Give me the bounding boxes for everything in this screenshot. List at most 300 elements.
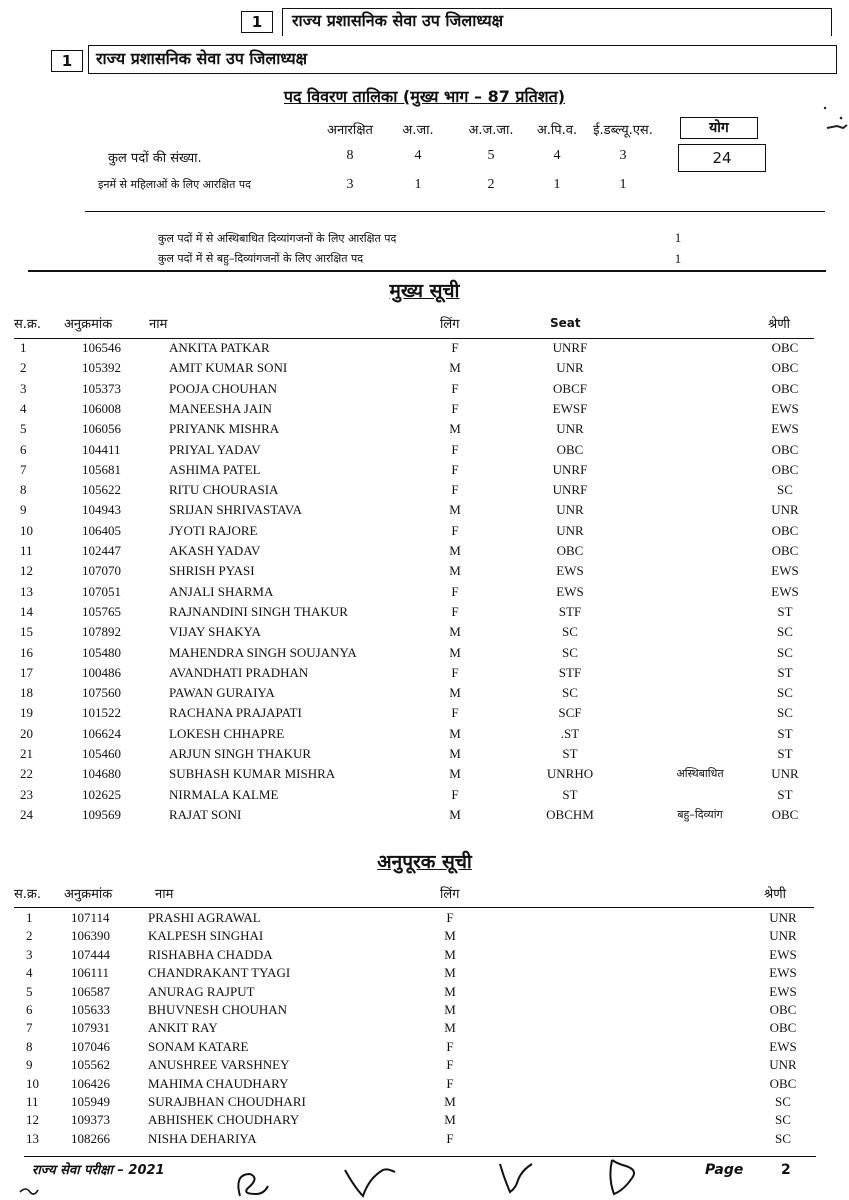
summary-row-label: कुल पदों की संख्या. — [108, 151, 202, 166]
cell-seat: SC — [562, 644, 578, 660]
footer-exam: राज्य सेवा परीक्षा – 2021 — [32, 1163, 165, 1178]
signature-2 — [345, 1169, 395, 1196]
table-row — [0, 340, 849, 360]
cell-name: ANUSHREE VARSHNEY — [148, 1057, 290, 1073]
cell-name: SHRISH PYASI — [169, 563, 255, 579]
table-row — [0, 360, 849, 380]
supp-list-heading: अनुपूरक सूची — [377, 851, 472, 873]
footer-page-label: Page — [705, 1162, 744, 1178]
footer-page-number: 2 — [781, 1162, 791, 1178]
table-row — [0, 604, 849, 624]
cell-name: PRIYAL YADAV — [169, 441, 261, 457]
cell-note: अस्थिबाधित — [676, 767, 724, 781]
cell-category: EWS — [769, 1038, 797, 1054]
cell-gender: F — [451, 603, 459, 619]
cell-sno: 2 — [26, 928, 33, 944]
cell-category: EWS — [769, 983, 797, 999]
cell-category: OBC — [771, 441, 799, 457]
cell-gender: M — [449, 806, 461, 822]
col-header-sno: स.क्र. — [14, 317, 42, 332]
cell-sno: 14 — [20, 603, 33, 619]
cell-roll: 104411 — [82, 441, 121, 457]
cell-roll: 107444 — [71, 946, 110, 962]
cell-seat: STF — [558, 664, 582, 680]
cell-roll: 104943 — [82, 502, 121, 518]
summary-cell: 8 — [346, 148, 354, 163]
cell-seat: SC — [562, 685, 578, 701]
table-row — [0, 543, 849, 563]
cell-gender: M — [444, 1112, 456, 1128]
table-row — [0, 442, 849, 462]
cell-category: SC — [777, 624, 793, 640]
signature-4 — [610, 1160, 634, 1194]
col-header-category: श्रेणी — [764, 887, 786, 902]
summary-column-header: ई.डब्ल्यू.एस. — [593, 123, 653, 138]
table-row — [0, 645, 849, 665]
cell-name: PRASHI AGRAWAL — [148, 910, 261, 925]
disability-value: 1 — [674, 251, 682, 266]
cell-category: UNR — [771, 502, 799, 518]
cell-seat: UNR — [556, 360, 584, 376]
cell-category: OBC — [771, 380, 799, 396]
cell-sno: 6 — [20, 441, 27, 457]
cell-name: RISHABHA CHADDA — [148, 946, 273, 962]
cell-category: OBC — [771, 543, 799, 558]
cell-seat: UNR — [556, 502, 584, 518]
col-header-roll: अनुक्रमांक — [64, 887, 113, 902]
cell-seat: UNRF — [552, 340, 588, 355]
cell-category: SC — [775, 1130, 791, 1146]
table-row — [0, 787, 849, 807]
cell-gender: F — [451, 441, 459, 457]
cell-sno: 7 — [26, 1020, 33, 1036]
cell-gender: M — [444, 928, 456, 944]
cell-name: ABHISHEK CHOUDHARY — [148, 1112, 300, 1128]
cell-seat: UNRF — [552, 461, 588, 477]
cell-category: EWS — [771, 421, 799, 437]
cell-roll: 106624 — [82, 725, 121, 741]
cell-roll: 105765 — [82, 603, 121, 619]
cell-gender: F — [451, 461, 459, 477]
cell-sno: 19 — [20, 705, 33, 721]
cell-seat: ST — [562, 786, 578, 802]
cell-category: OBC — [771, 806, 799, 822]
cell-sno: 8 — [20, 482, 27, 498]
table-row — [0, 766, 849, 786]
table-row — [0, 1002, 849, 1022]
cell-gender: F — [446, 1075, 454, 1091]
cell-gender: F — [446, 910, 454, 925]
cell-roll: 105480 — [82, 644, 121, 660]
cell-roll: 107892 — [82, 624, 121, 640]
cell-roll: 105681 — [82, 461, 121, 477]
cell-name: MAHENDRA SINGH SOUJANYA — [169, 644, 357, 660]
table-row — [0, 807, 849, 827]
cell-name: JYOTI RAJORE — [169, 522, 258, 538]
cell-roll: 105562 — [71, 1057, 110, 1073]
signatures — [0, 1150, 849, 1200]
table-row — [0, 523, 849, 543]
cell-roll: 107070 — [82, 563, 121, 579]
cell-sno: 11 — [20, 543, 33, 558]
signature-3 — [500, 1164, 532, 1192]
summary-bottom-rule — [28, 270, 826, 272]
cell-gender: M — [449, 543, 461, 558]
cell-name: VIJAY SHAKYA — [169, 624, 261, 640]
disability-label: कुल पदों में से बहु–दिव्यांगजनों के लिए आरक्षित पद — [158, 252, 364, 265]
cell-roll: 106587 — [71, 983, 110, 999]
cell-sno: 12 — [26, 1112, 39, 1128]
cell-category: OBC — [771, 360, 799, 376]
cell-roll: 102447 — [82, 543, 121, 558]
cell-name: LOKESH CHHAPRE — [169, 725, 285, 741]
summary-cell: 1 — [619, 177, 627, 192]
table-row — [0, 1057, 849, 1077]
cell-sno: 7 — [20, 461, 27, 477]
table-row — [0, 984, 849, 1004]
cell-gender: F — [446, 1038, 454, 1054]
table-row — [0, 746, 849, 766]
cell-gender: F — [451, 705, 459, 721]
cell-category: UNR — [769, 910, 797, 925]
cell-sno: 10 — [26, 1075, 39, 1091]
cell-name: SONAM KATARE — [148, 1038, 249, 1054]
cell-category: SC — [777, 685, 793, 701]
summary-column-header: अ.जा. — [402, 123, 434, 138]
cell-name: RAJAT SONI — [169, 806, 242, 822]
cell-category: EWS — [771, 400, 799, 416]
table-row — [0, 665, 849, 685]
cell-category: SC — [775, 1094, 791, 1109]
cell-seat: OBCHM — [546, 806, 594, 822]
cell-category: OBC — [771, 461, 799, 477]
cell-gender: M — [449, 360, 461, 376]
cell-category: UNR — [771, 766, 799, 782]
cell-gender: M — [449, 766, 461, 782]
cell-sno: 3 — [20, 380, 27, 396]
cell-sno: 12 — [20, 563, 33, 579]
cell-roll: 106056 — [82, 421, 121, 437]
cell-sno: 9 — [20, 502, 27, 518]
cell-sno: 5 — [26, 983, 33, 999]
cell-roll: 108266 — [71, 1130, 110, 1146]
summary-cell: 5 — [487, 148, 495, 163]
table-row — [0, 563, 849, 583]
cell-name: ANKIT RAY — [148, 1020, 218, 1036]
table-row — [0, 965, 849, 985]
summary-cell: 4 — [553, 148, 561, 163]
cell-name: PAWAN GURAIYA — [169, 685, 275, 701]
main-list-heading: मुख्य सूची — [389, 280, 460, 302]
cell-seat: UNR — [556, 421, 584, 437]
cell-sno: 9 — [26, 1057, 33, 1073]
back-header-box — [282, 8, 832, 36]
cell-category: OBC — [771, 522, 799, 538]
cell-seat: UNRF — [552, 482, 588, 498]
back-header-title: राज्य प्रशासनिक सेवा उप जिलाध्यक्ष — [292, 11, 504, 30]
cell-category: OBC — [769, 1020, 797, 1036]
cell-name: KALPESH SINGHAI — [148, 928, 264, 944]
disability-label: कुल पदों में से अस्थिबाधित दिव्यांगजनों के लिए आरक्षित पद — [158, 232, 397, 245]
table-row — [0, 381, 849, 401]
col-header-seat: Seat — [550, 316, 581, 330]
cell-roll: 106008 — [82, 400, 121, 416]
summary-divider — [85, 211, 825, 212]
cell-seat: SCF — [558, 705, 582, 721]
cell-name: ARJUN SINGH THAKUR — [169, 746, 312, 761]
cell-sno: 1 — [26, 910, 33, 925]
table-row — [0, 1076, 849, 1096]
table-row — [0, 1112, 849, 1132]
cell-name: AMIT KUMAR SONI — [169, 360, 288, 376]
cell-category: OBC — [769, 1075, 797, 1091]
cell-gender: M — [444, 983, 456, 999]
col-header-name: नाम — [155, 887, 174, 902]
cell-gender: F — [451, 583, 459, 599]
cell-sno: 13 — [26, 1130, 39, 1146]
cell-seat: OBCF — [553, 380, 587, 396]
cell-roll: 106426 — [71, 1075, 110, 1091]
summary-total-value: 24 — [678, 144, 766, 172]
cell-sno: 4 — [26, 965, 33, 981]
cell-category: SC — [777, 482, 793, 498]
cell-seat: STF — [558, 603, 582, 619]
cell-category: EWS — [771, 563, 799, 579]
cell-seat: UNR — [556, 522, 584, 538]
cell-roll: 109373 — [71, 1112, 110, 1128]
cell-sno: 4 — [20, 400, 27, 416]
cell-roll: 107114 — [71, 910, 110, 925]
table-row — [0, 502, 849, 522]
cell-seat: UNRHO — [546, 766, 594, 782]
cell-gender: M — [449, 563, 461, 579]
cell-note: बहु–दिव्यांग — [677, 807, 723, 821]
cell-sno: 16 — [20, 644, 33, 660]
cell-name: ANJALI SHARMA — [169, 583, 274, 599]
cell-sno: 5 — [20, 421, 27, 437]
cell-seat: EWSF — [552, 400, 588, 416]
cell-gender: M — [449, 421, 461, 437]
main-list-header-rule — [14, 338, 814, 339]
cell-roll: 109569 — [82, 806, 121, 822]
cell-seat: SC — [562, 624, 578, 640]
table-row — [0, 421, 849, 441]
cell-roll: 106405 — [82, 522, 121, 538]
table-row — [0, 624, 849, 644]
table-row — [0, 1131, 849, 1151]
cell-sno: 1 — [20, 340, 27, 355]
cell-gender: F — [451, 482, 459, 498]
summary-heading: पद विवरण तालिका (मुख्य भाग – 87 प्रतिशत) — [283, 87, 566, 106]
cell-gender: M — [449, 644, 461, 660]
table-row — [0, 685, 849, 705]
cell-roll: 106546 — [82, 340, 121, 355]
cell-category: EWS — [771, 583, 799, 599]
cell-name: SRIJAN SHRIVASTAVA — [169, 502, 302, 518]
cell-roll: 105392 — [82, 360, 121, 376]
cell-name: NIRMALA KALME — [169, 786, 279, 802]
cell-roll: 105622 — [82, 482, 121, 498]
summary-cell: 1 — [414, 177, 422, 192]
table-row — [0, 1020, 849, 1040]
cell-gender: M — [444, 946, 456, 962]
cell-roll: 106390 — [71, 928, 110, 944]
cell-sno: 20 — [20, 725, 33, 741]
cell-category: ST — [777, 786, 793, 802]
cell-category: SC — [775, 1112, 791, 1128]
summary-total-header: योग — [680, 117, 758, 139]
cell-gender: F — [451, 786, 459, 802]
summary-cell: 2 — [487, 177, 495, 192]
cell-category: SC — [777, 705, 793, 721]
summary-row-label: इनमें से महिलाओं के लिए आरक्षित पद — [98, 178, 251, 191]
cell-roll: 105633 — [71, 1002, 110, 1017]
cell-name: RACHANA PRAJAPATI — [169, 705, 302, 721]
summary-cell: 3 — [619, 148, 627, 163]
scan-marks — [815, 100, 849, 140]
cell-sno: 6 — [26, 1002, 33, 1017]
cell-category: ST — [777, 664, 793, 680]
cell-sno: 3 — [26, 946, 33, 962]
summary-column-header: अनारक्षित — [327, 123, 373, 138]
col-header-name: नाम — [149, 317, 168, 332]
cell-sno: 15 — [20, 624, 33, 640]
cell-sno: 2 — [20, 360, 27, 376]
cell-sno: 17 — [20, 664, 33, 680]
cell-roll: 107931 — [71, 1020, 110, 1036]
cell-name: SURAJBHAN CHOUDHARI — [148, 1094, 306, 1109]
col-header-gender: लिंग — [440, 317, 460, 332]
cell-name: MAHIMA CHAUDHARY — [148, 1075, 289, 1091]
col-header-gender: लिंग — [440, 887, 460, 902]
summary-cell: 3 — [346, 177, 354, 192]
cell-name: AKASH YADAV — [169, 543, 261, 558]
summary-cell: 4 — [414, 148, 422, 163]
cell-sno: 21 — [20, 746, 33, 761]
cell-name: ASHIMA PATEL — [169, 461, 261, 477]
signature-1 — [238, 1174, 268, 1196]
supp-list-header-rule — [14, 907, 814, 908]
cell-roll: 102625 — [82, 786, 121, 802]
disability-value: 1 — [674, 230, 682, 245]
table-row — [0, 401, 849, 421]
cell-name: SUBHASH KUMAR MISHRA — [169, 766, 336, 782]
cell-gender: F — [451, 522, 459, 538]
cell-name: BHUVNESH CHOUHAN — [148, 1002, 288, 1017]
cell-name: POOJA CHOUHAN — [169, 380, 277, 396]
cell-gender: M — [444, 1094, 456, 1109]
table-row — [0, 947, 849, 967]
cell-category: EWS — [769, 965, 797, 981]
cell-seat: .ST — [560, 725, 580, 741]
cell-gender: M — [449, 725, 461, 741]
cell-roll: 105460 — [82, 746, 121, 761]
summary-cell: 1 — [553, 177, 561, 192]
cell-category: ST — [777, 725, 793, 741]
table-row — [0, 1039, 849, 1059]
cell-gender: F — [451, 380, 459, 396]
summary-column-header: अ.पि.व. — [536, 123, 578, 138]
cell-category: UNR — [769, 1057, 797, 1073]
table-row — [0, 482, 849, 502]
col-header-sno: स.क्र. — [14, 887, 42, 902]
cell-name: RAJNANDINI SINGH THAKUR — [169, 603, 348, 619]
cell-roll: 100486 — [82, 664, 121, 680]
table-row — [0, 1094, 849, 1114]
cell-category: OBC — [769, 1002, 797, 1017]
cell-name: NISHA DEHARIYA — [148, 1130, 257, 1146]
cell-sno: 13 — [20, 583, 33, 599]
cell-sno: 24 — [20, 806, 33, 822]
cell-roll: 105373 — [82, 380, 121, 396]
cell-sno: 18 — [20, 685, 33, 701]
initials-mark — [20, 1189, 38, 1194]
cell-gender: M — [449, 685, 461, 701]
cell-gender: F — [451, 340, 459, 355]
cell-name: PRIYANK MISHRA — [169, 421, 280, 437]
cell-sno: 8 — [26, 1038, 33, 1054]
cell-gender: F — [451, 400, 459, 416]
table-row — [0, 462, 849, 482]
cell-name: ANKITA PATKAR — [169, 340, 270, 355]
cell-category: EWS — [769, 946, 797, 962]
cell-category: SC — [777, 644, 793, 660]
table-row — [0, 928, 849, 948]
cell-sno: 22 — [20, 766, 33, 782]
cell-gender: M — [444, 965, 456, 981]
cell-roll: 104680 — [82, 766, 121, 782]
cell-roll: 107051 — [82, 583, 121, 599]
table-row — [0, 705, 849, 725]
cell-gender: M — [444, 1002, 456, 1017]
cell-sno: 10 — [20, 522, 33, 538]
cell-roll: 105949 — [71, 1094, 110, 1109]
cell-roll: 107560 — [82, 685, 121, 701]
col-header-roll: अनुक्रमांक — [64, 317, 113, 332]
cell-gender: M — [449, 502, 461, 518]
cell-gender: F — [446, 1130, 454, 1146]
cell-name: AVANDHATI PRADHAN — [169, 664, 309, 680]
cell-name: MANEESHA JAIN — [169, 400, 272, 416]
cell-gender: F — [446, 1057, 454, 1073]
summary-column-header: अ.ज.जा. — [468, 123, 514, 138]
header-number: 1 — [51, 50, 83, 72]
cell-seat: OBC — [556, 441, 584, 457]
header-title: राज्य प्रशासनिक सेवा उप जिलाध्यक्ष — [96, 49, 308, 68]
cell-name: CHANDRAKANT TYAGI — [148, 965, 291, 981]
cell-roll: 107046 — [71, 1038, 110, 1054]
cell-category: OBC — [771, 340, 799, 355]
cell-gender: M — [449, 746, 461, 761]
cell-category: ST — [777, 746, 793, 761]
cell-gender: F — [451, 664, 459, 680]
cell-name: RITU CHOURASIA — [169, 482, 279, 498]
cell-seat: OBC — [556, 543, 584, 558]
cell-name: ANURAG RAJPUT — [148, 983, 255, 999]
cell-roll: 106111 — [71, 965, 110, 981]
cell-gender: M — [449, 624, 461, 640]
cell-sno: 11 — [26, 1094, 39, 1109]
table-row — [0, 910, 849, 930]
table-row — [0, 726, 849, 746]
cell-seat: ST — [562, 746, 578, 761]
table-row — [0, 584, 849, 604]
cell-category: UNR — [769, 928, 797, 944]
cell-sno: 23 — [20, 786, 33, 802]
col-header-category: श्रेणी — [768, 317, 790, 332]
cell-seat: EWS — [556, 583, 584, 599]
back-header-number: 1 — [241, 11, 273, 33]
